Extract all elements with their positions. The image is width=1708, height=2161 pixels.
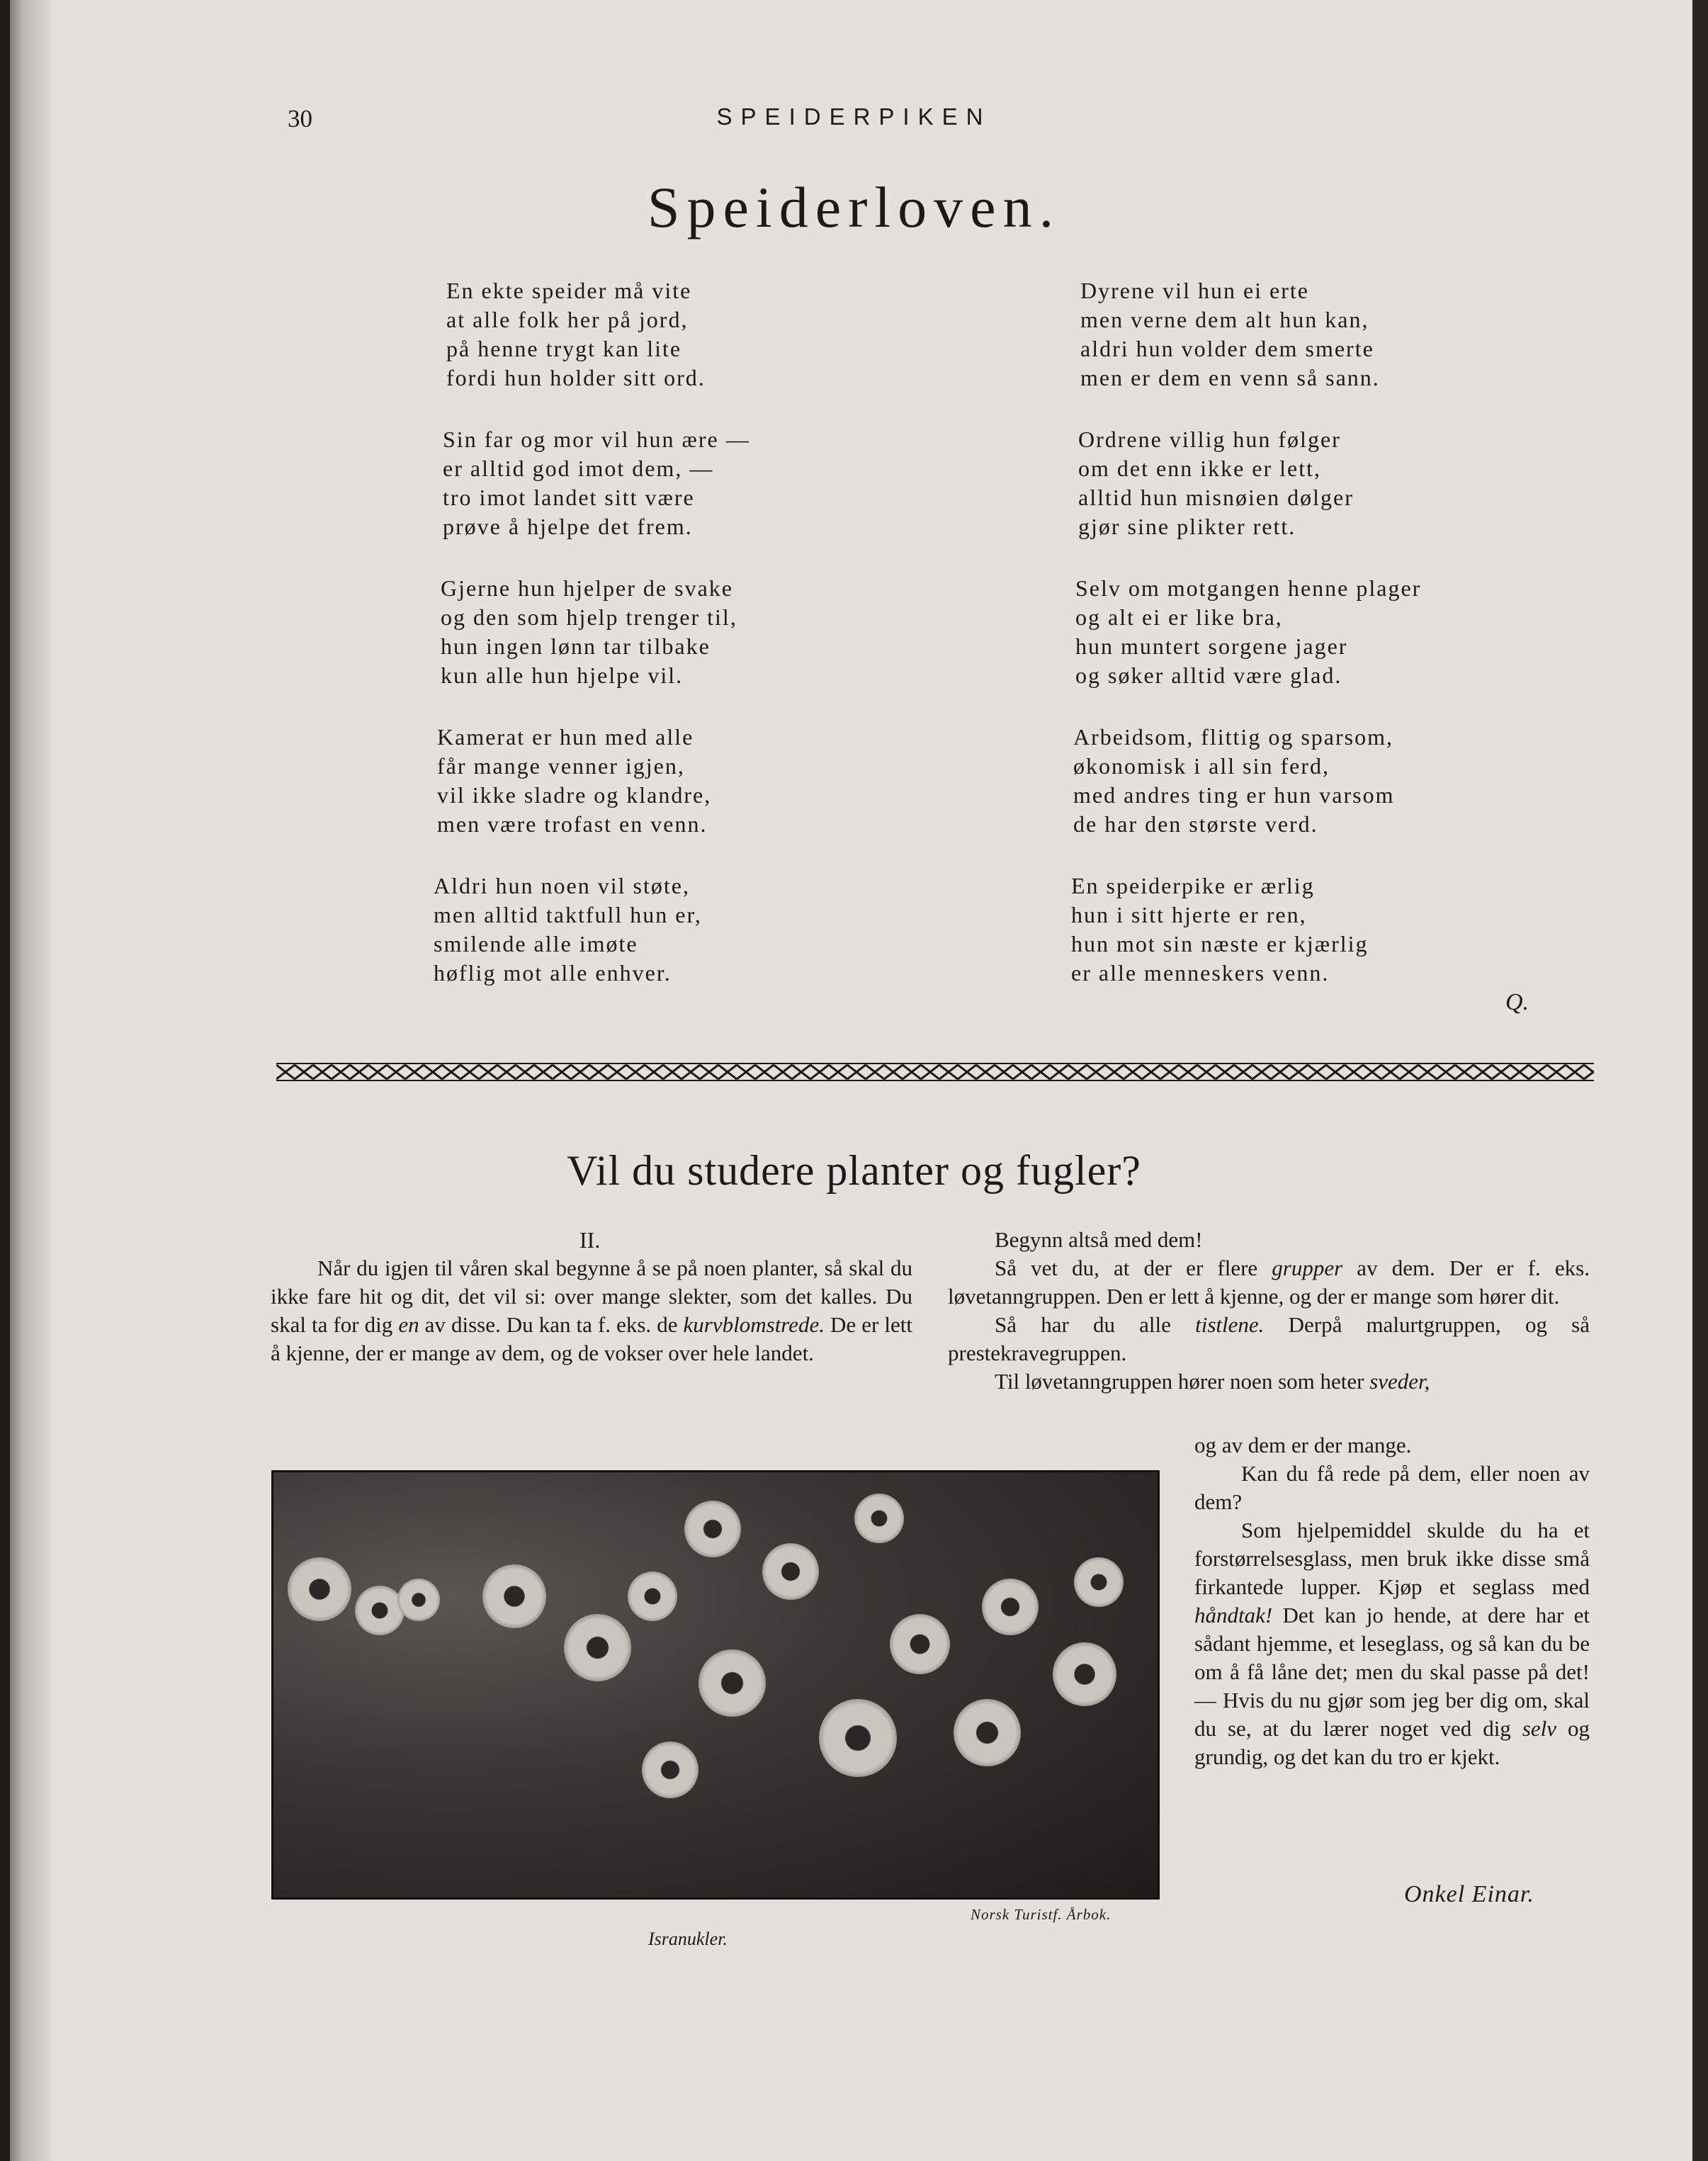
poem-line: hun mot sin næste er kjærlig <box>1071 931 1369 957</box>
poem-title: Speiderloven. <box>647 175 1061 239</box>
flower-shape <box>762 1543 819 1600</box>
article-signoff: Onkel Einar. <box>1404 1881 1534 1907</box>
poem-stanza <box>1071 871 1369 988</box>
poem-line: og søker alltid være glad. <box>1075 662 1342 688</box>
poem-line: En ekte speider må vite <box>446 278 692 303</box>
page-number: 30 <box>288 105 312 132</box>
poem-line: Sin far og mor vil hun ære — <box>443 427 750 452</box>
poem-line: alltid hun misnøien dølger <box>1078 485 1354 510</box>
paragraph: Som hjelpemiddel skulde du ha et forstørrelsesglass, men bruk ikke disse små firkantede lupper. Kjøp et seglass med håndtak! Det kan jo hende, at dere har et sådant hjemme, et leseglass, og så kan du be om å få låne det; men du skal passe på det! — Hvis du nu gjør som jeg ber dig om, skal du se, at du lærer noget ved dig selv og grundig, og det kan du tro er kjekt. <box>1194 1518 1590 1769</box>
flower-shape <box>819 1699 897 1777</box>
flower-shape <box>482 1564 546 1628</box>
poem-line: Dyrene vil hun ei erte <box>1080 278 1309 303</box>
poem-line: hun ingen lønn tar tilbake <box>441 633 711 659</box>
flower-shape <box>982 1579 1039 1635</box>
poem-line: og den som hjelp trenger til, <box>441 604 737 630</box>
poem-line: med andres ting er hun varsom <box>1073 782 1395 808</box>
poem-line: aldri hun volder dem smerte <box>1080 336 1374 361</box>
poem-line: gjør sine plikter rett. <box>1078 514 1296 539</box>
poem-line: smilende alle imøte <box>434 931 638 957</box>
paragraph: Til løvetanngruppen hører noen som heter sveder, <box>995 1369 1430 1394</box>
flower-shape <box>288 1557 351 1621</box>
flower-shape <box>397 1579 440 1621</box>
poem-line: at alle folk her på jord, <box>446 307 689 332</box>
poem-line: kun alle hun hjelpe vil. <box>441 662 684 688</box>
article-column-narrow <box>1194 1431 1590 1771</box>
paragraph: Så har du alle tistlene. Derpå malurtgruppen, og så prestekravegruppen. <box>948 1312 1590 1365</box>
poem-stanza <box>446 276 706 393</box>
poem-line: Aldri hun noen vil støte, <box>434 873 690 898</box>
poem-line: er alle menneskers venn. <box>1071 960 1330 986</box>
poem-line: de har den største verd. <box>1073 811 1318 837</box>
photo-credit: Norsk Turistf. Årbok. <box>971 1906 1112 1923</box>
poem-line: er alltid god imot dem, — <box>443 456 714 481</box>
flower-shape <box>564 1614 631 1681</box>
poem-line: og alt ei er like bra, <box>1075 604 1283 630</box>
poem-line: men være trofast en venn. <box>437 811 708 837</box>
poem-line: tro imot landet sitt være <box>443 485 695 510</box>
flower-shape <box>355 1586 405 1635</box>
running-title: SPEIDERPIKEN <box>716 103 992 130</box>
flower-shape <box>684 1501 741 1557</box>
poem-line: men verne dem alt hun kan, <box>1080 307 1369 332</box>
photo-caption: Isranukler. <box>648 1929 728 1949</box>
flower-shape <box>1074 1557 1124 1607</box>
poem-line: hun i sitt hjerte er ren, <box>1071 902 1307 927</box>
flower-shape <box>1053 1642 1116 1706</box>
poem-stanza <box>437 723 711 839</box>
poem-line: økonomisk i all sin ferd, <box>1073 753 1330 779</box>
paragraph: Begynn altså med dem! <box>995 1227 1203 1252</box>
poem-line: En speiderpike er ærlig <box>1071 873 1315 898</box>
poem-line: men alltid taktfull hun er, <box>434 902 702 927</box>
flower-photograph <box>271 1470 1160 1900</box>
page-edge <box>1692 0 1708 2161</box>
poem-stanza <box>443 425 750 541</box>
poem-line: men er dem en venn så sann. <box>1080 365 1380 390</box>
flower-shape <box>854 1494 904 1543</box>
poem-line: hun muntert sorgene jager <box>1075 633 1348 659</box>
poem-line: Selv om motgangen henne plager <box>1075 575 1422 601</box>
paragraph: Kan du få rede på dem, eller noen av dem? <box>1194 1461 1590 1514</box>
poem-stanza <box>434 871 702 988</box>
poem-line: prøve å hjelpe det frem. <box>443 514 693 539</box>
article-column-left <box>271 1254 912 1367</box>
poem-line: vil ikke sladre og klandre, <box>437 782 712 808</box>
poem-stanza <box>1073 723 1394 839</box>
flower-shape <box>890 1614 950 1674</box>
poem-line: Kamerat er hun med alle <box>437 724 694 750</box>
flower-shape <box>628 1572 677 1621</box>
paragraph: Så vet du, at der er flere grupper av dem. Der er f. eks. løvetanngruppen. Den er lett å kjenne, og der er mange som hører dit. <box>948 1256 1590 1309</box>
poem-line: på henne trygt kan lite <box>446 336 682 361</box>
paragraph: Når du igjen til våren skal begynne å se på noen planter, så skal du ikke fare hit og dit, det vil si: over mange slekter, som det kalles. Du skal ta for dig en av disse. Du kan ta f. eks. de kurvblomstrede. De er lett å kjenne, der er mange av dem, og de vokser over hele landet. <box>271 1256 913 1365</box>
poem-stanza <box>1078 425 1354 541</box>
poem-stanza <box>441 574 737 690</box>
poem-line: får mange venner igjen, <box>437 753 685 779</box>
article-column-right <box>948 1226 1590 1396</box>
article-title: Vil du studere planter og fugler? <box>567 1147 1141 1194</box>
flower-shape <box>642 1742 699 1798</box>
ornamental-divider <box>276 1063 1594 1081</box>
section-number: II. <box>579 1227 601 1253</box>
page-spine-shadow <box>10 0 51 2161</box>
poem-stanza <box>1075 574 1421 690</box>
poem-line: Ordrene villig hun følger <box>1078 427 1341 452</box>
poem-line: Arbeidsom, flittig og sparsom, <box>1073 724 1393 750</box>
poem-signature: Q. <box>1505 989 1529 1015</box>
flower-shape <box>699 1649 766 1717</box>
poem-line: høflig mot alle enhver. <box>434 960 672 986</box>
poem-line: fordi hun holder sitt ord. <box>446 365 706 390</box>
paragraph: og av dem er der mange. <box>1194 1433 1412 1457</box>
poem-line: Gjerne hun hjelper de svake <box>441 575 733 601</box>
flower-shape <box>954 1699 1021 1766</box>
poem-line: om det enn ikke er lett, <box>1078 456 1322 481</box>
poem-stanza <box>1080 276 1380 393</box>
